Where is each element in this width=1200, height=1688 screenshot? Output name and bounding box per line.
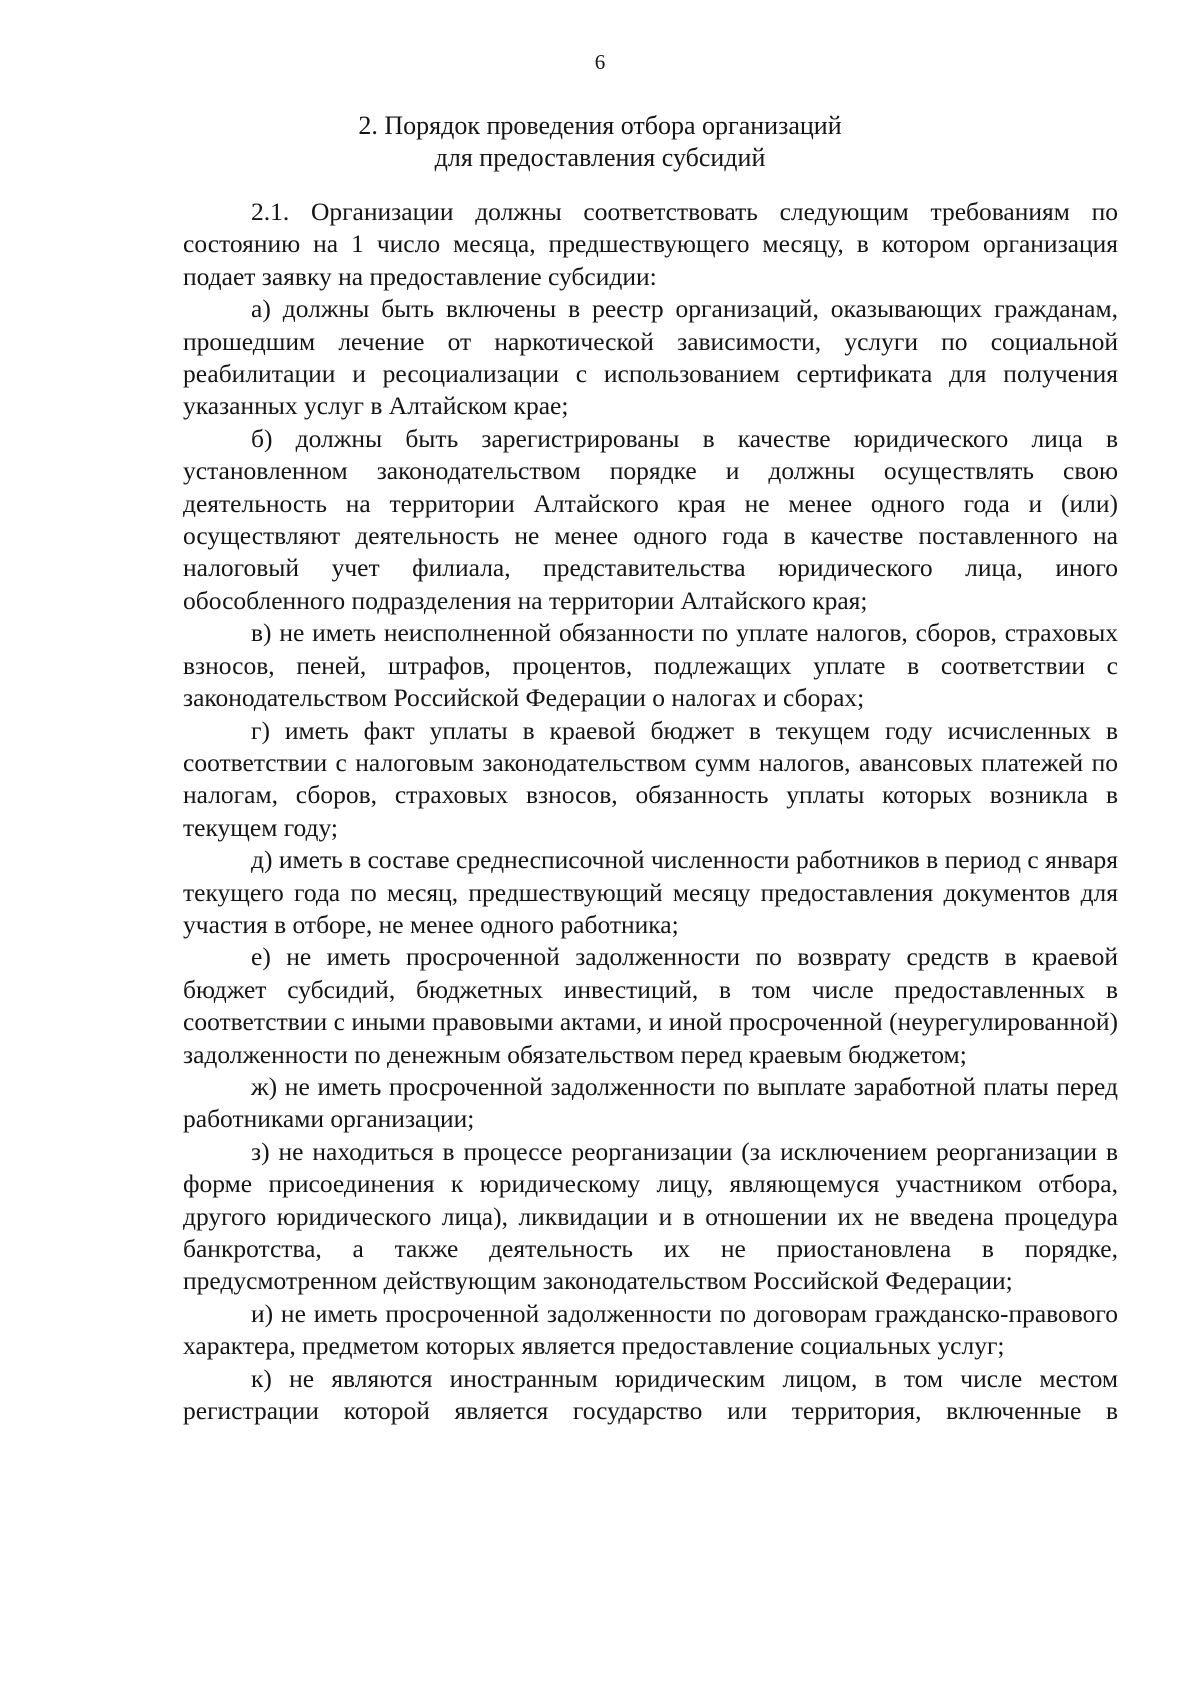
- list-item-g: г) иметь факт уплаты в краевой бюджет в текущем году исчисленных в соответствии с налоговым законодательством сумм налогов, авансовых платежей по налогам, сборов, страховых взносов, обязанность уплаты которых возникла в текущем году;: [183, 715, 1118, 842]
- page-number: 6: [594, 50, 606, 74]
- list-item-b: б) должны быть зарегистрированы в качестве юридического лица в установленном законодательством порядке и должны осуществлять свою деятельность на территории Алтайского края не менее одного года и (или) осуществляют деятельность не менее одного года в качестве поставленного на налоговый учет филиала, представительства юридического лица, иного обособленного подразделения на территории Алтайского края;: [183, 423, 1118, 615]
- list-item-v: в) не иметь неисполненной обязанности по уплате налогов, сборов, страховых взносов, пеней, штрафов, процентов, подлежащих уплате в соответствии с законодательством Российской Федерации о налогах и сборах;: [183, 618, 1118, 713]
- list-item-i: и) не иметь просроченной задолженности по договорам гражданско-правового характера, предметом которых является предоставление социальных услуг;: [183, 1298, 1118, 1361]
- section-heading-line-1: 2. Порядок проведения отбора организаций: [358, 111, 842, 140]
- list-item-z: з) не находиться в процессе реорганизации (за исключением реорганизации в форме присоединения к юридическому лицу, являющемуся участником отбора, другого юридического лица), ликвидации и в отношении их не введена процедура банкротства, а также деятельность их не приостановлена в порядке, предусмотренном действующим законодательством Российской Федерации;: [183, 1136, 1118, 1296]
- list-item-zh: ж) не иметь просроченной задолженности по выплате заработной платы перед работниками организации;: [183, 1071, 1118, 1134]
- list-item-e: е) не иметь просроченной задолженности по возврату средств в краевой бюджет субсидий, бюджетных инвестиций, в том числе предоставленных в соответствии с иными правовыми актами, и иной просроченной (неурегулированной) задолженности по денежным обязательством перед краевым бюджетом;: [183, 942, 1118, 1069]
- list-item-d: д) иметь в составе среднесписочной численности работников в период с января текущего года по месяц, предшествующий месяцу предоставления документов для участия в отборе, не менее одного работника;: [183, 845, 1118, 939]
- section-heading-line-2: для предоставления субсидий: [434, 143, 766, 172]
- paragraph-2-1: 2.1. Организации должны соответствовать следующим требованиям по состоянию на 1 число месяца, предшествующего месяцу, в котором организация подает заявку на предоставление субсидии:: [183, 197, 1118, 291]
- list-item-a: а) должны быть включены в реестр организаций, оказывающих гражданам, прошедшим лечение от наркотической зависимости, услуги по социальной реабилитации и ресоциализации с использованием сертификата для получения указанных услуг в Алтайском крае;: [183, 294, 1118, 421]
- section-heading: [0, 110, 1200, 174]
- list-item-k: к) не являются иностранным юридическим лицом, в том числе местом регистрации которой является государство или территория, включенные в: [183, 1363, 1118, 1426]
- document-body: [183, 196, 1118, 1427]
